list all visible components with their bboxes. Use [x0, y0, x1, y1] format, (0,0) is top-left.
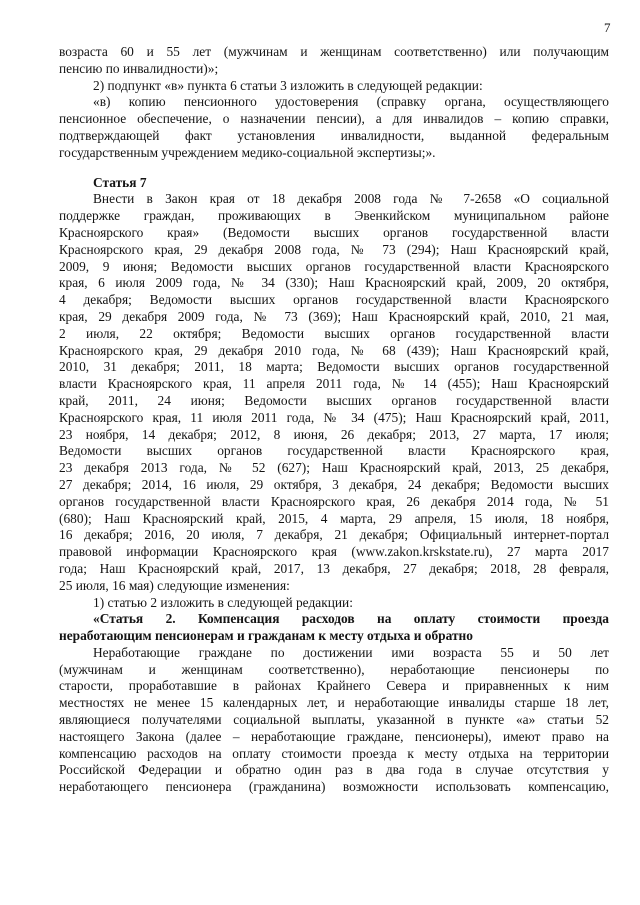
text-line: края, 29 декабря 2009 года, № 73 (369); Наш Красноярский край, 2010, 21 мая, — [59, 308, 609, 324]
text-line: пенсионное обеспечение, о назначении пенсии), а для инвалидов – копию справки, — [59, 111, 609, 127]
text-line: неработающего пенсионера (гражданина) возможности использовать компенсацию, — [59, 779, 609, 795]
text-line: поддержке граждан, проживающих в Эвенкийском муниципальном районе — [59, 208, 609, 224]
text-line: правовой информации Красноярского края (www.zakon.krskstate.ru), 27 марта 2017 — [59, 544, 609, 560]
text-line: Неработающие граждане по достижении ими возраста 55 и 50 лет — [93, 644, 609, 660]
text-line: 27 декабря; 2014, 16 июля, 29 октября, 3 декабря, 24 декабря; Ведомости высших — [59, 476, 609, 492]
text-line: Ведомости высших органов государственной власти Красноярского края, — [59, 443, 609, 459]
text-line: подтверждающей факт установления инвалидности, выданной федеральным — [59, 127, 609, 143]
text-line: Статья 7 — [93, 174, 147, 190]
text-line: неработающим пенсионерам и гражданам к месту отдыха и обратно — [59, 628, 473, 644]
text-line: 2009, 9 июня; Ведомости высших органов государственной власти Красноярского — [59, 258, 609, 274]
text-line: Внести в Закон края от 18 декабря 2008 года № 7-2658 «О социальной — [93, 191, 609, 207]
text-line: местностях не менее 15 календарных лет, и неработающие инвалиды старше 18 лет, — [59, 695, 609, 711]
text-line: года; Наш Красноярский край, 2017, 13 декабря, 27 декабря; 2018, 28 февраля, — [59, 560, 609, 576]
text-line: органов государственной власти Красноярского края, 26 декабря 2014 года, № 51 — [59, 493, 609, 509]
text-line: власти Красноярского края, 11 апреля 2011 года, № 14 (455); Наш Красноярский — [59, 376, 609, 392]
text-line: Красноярского края» (Ведомости высших органов государственной власти — [59, 224, 609, 240]
text-line: «в) копию пенсионного удостоверения (справку органа, осуществляющего — [93, 94, 609, 110]
text-line: 16 декабря; 2016, 20 июля, 7 декабря, 21 декабря; Официальный интернет-портал — [59, 527, 609, 543]
text-line: (мужчинам и женщинам соответственно), неработающие пенсионеры по — [59, 661, 609, 677]
text-line: край, 2011, 24 июня; Ведомости высших органов государственной власти — [59, 392, 609, 408]
text-line: старости, проработавшие в районах Крайнего Севера и приравненных к ним — [59, 678, 609, 694]
text-line: 25 июля, 16 мая) следующие изменения: — [59, 577, 290, 593]
text-line: 2) подпункт «в» пункта 6 статьи 3 изложить в следующей редакции: — [93, 77, 483, 93]
text-line: Красноярского края, 29 декабря 2008 года, № 73 (294); Наш Красноярский край, — [59, 241, 609, 257]
text-line: являющиеся получателями социальной выплаты, указанной в пункте «а» статьи 52 — [59, 712, 609, 728]
text-line: (680); Наш Красноярский край, 2015, 4 марта, 29 апреля, 15 июля, 18 ноября, — [59, 510, 609, 526]
text-line: компенсацию расходов на оплату стоимости проезда к месту отдыха на территории — [59, 745, 609, 761]
text-line: пенсию по инвалидности)»; — [59, 60, 219, 76]
text-line: возраста 60 и 55 лет (мужчинам и женщинам соответственно) или получающим — [59, 44, 609, 59]
text-line: 4 декабря; Ведомости высших органов государственной власти Красноярского — [59, 292, 609, 308]
text-line: 2010, 31 декабря; 2011, 18 марта; Ведомости высших органов государственной — [59, 359, 609, 375]
text-line: Красноярского края, 11 июля 2011 года, № 34 (475); Наш Красноярский край, 2011, — [59, 409, 609, 425]
text-line: 1) статью 2 изложить в следующей редакции: — [93, 594, 353, 610]
text-line: 2 июля, 22 октября; Ведомости высших органов государственной власти — [59, 325, 609, 341]
paragraph-gap — [59, 162, 609, 175]
page-number: 7 — [604, 20, 611, 35]
text-line: настоящего Закона (далее – неработающие граждане, пенсионеры), имеют право на — [59, 728, 609, 744]
document-body — [59, 44, 609, 796]
text-line: Российской Федерации и обратно один раз в два года в случае отсутствия у — [59, 762, 609, 778]
text-line: государственным учреждением медико-социальной экспертизы;». — [59, 144, 436, 160]
text-line: 23 ноября, 14 декабря; 2012, 8 июня, 26 декабря; 2013, 27 марта, 17 июля; — [59, 426, 609, 442]
text-line: Красноярского края, 29 декабря 2010 года, № 68 (439); Наш Красноярский край, — [59, 342, 609, 358]
text-line: 23 декабря 2013 года, № 52 (627); Наш Красноярский край, 2013, 25 декабря, — [59, 460, 609, 476]
text-line: «Статья 2. Компенсация расходов на оплату стоимости проезда — [93, 611, 609, 627]
text-line: края, 6 июля 2009 года, № 34 (330); Наш Красноярский край, 2009, 20 октября, — [59, 275, 609, 291]
